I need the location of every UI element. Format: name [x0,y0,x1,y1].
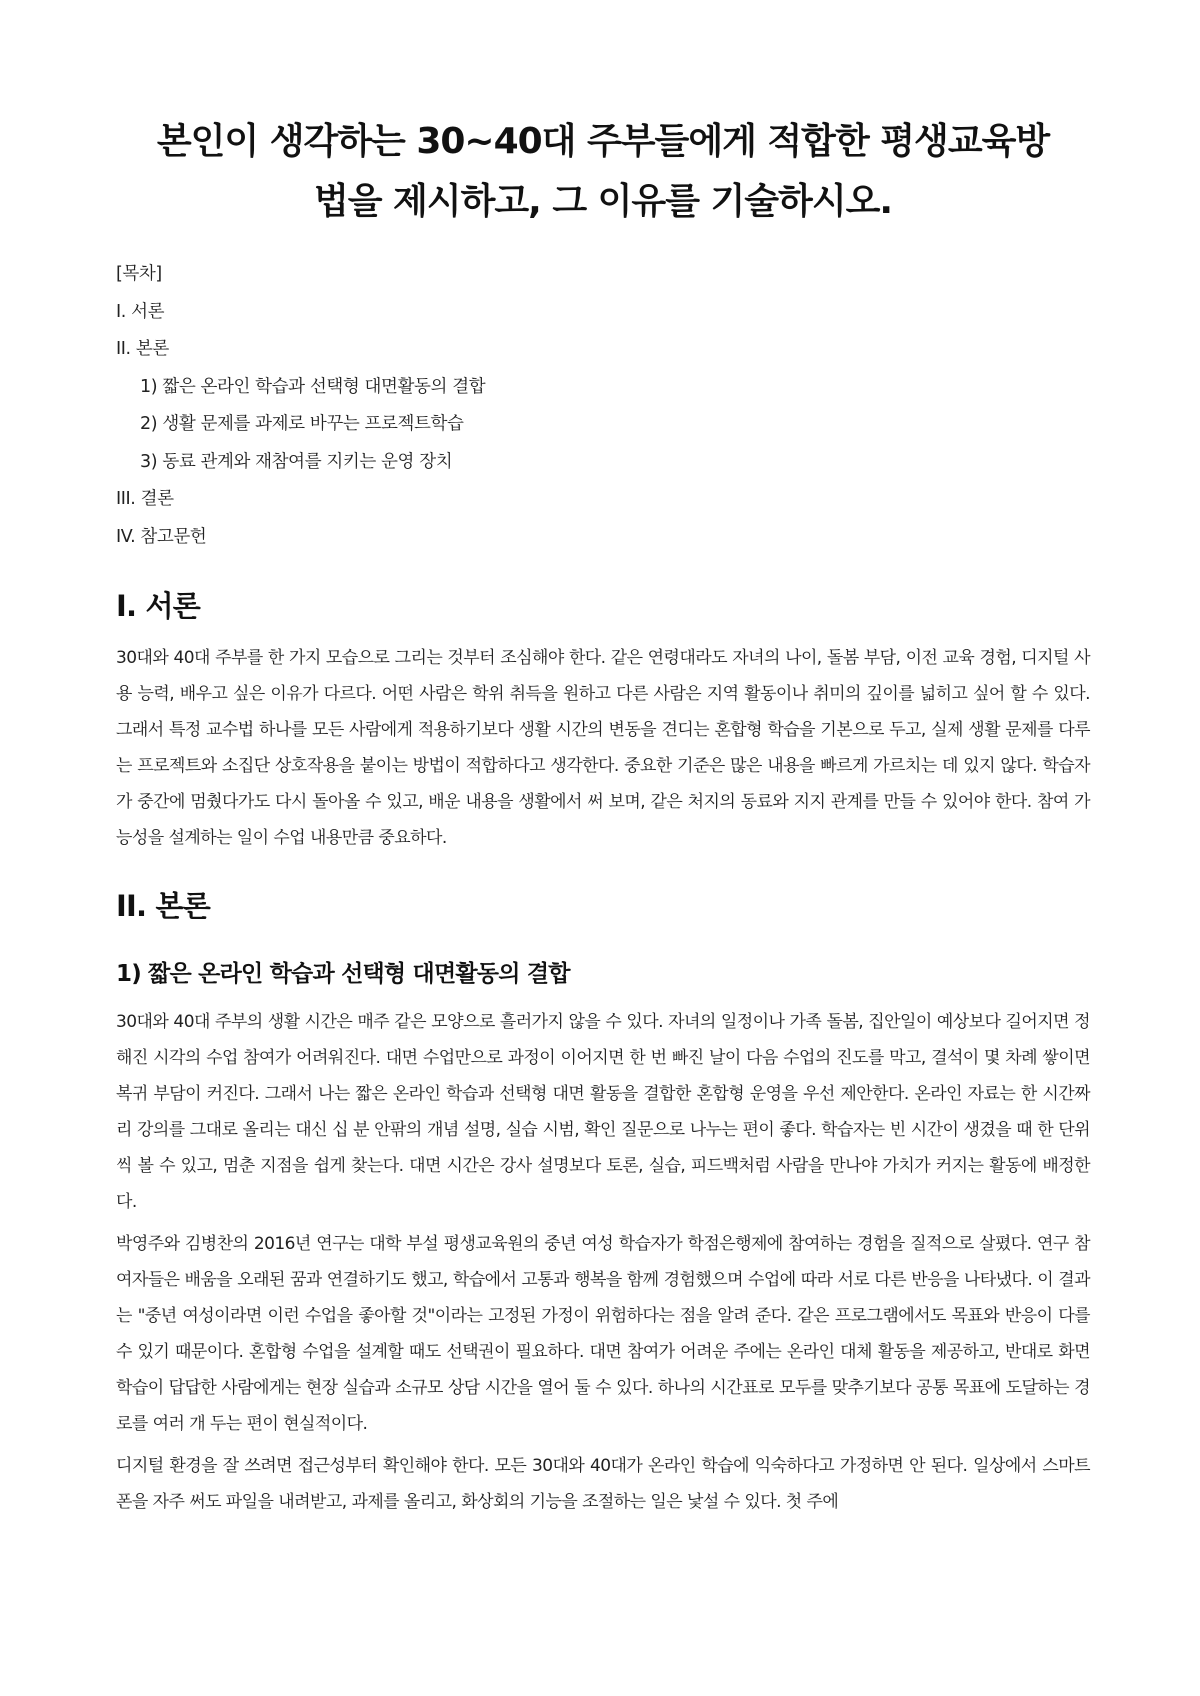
toc-subitem: 3) 동료 관계와 재참여를 지키는 운영 장치 [140,451,453,472]
toc-item: III. 결론 [116,489,174,509]
paragraph: 30대와 40대 주부의 생활 시간은 매주 같은 모양으로 흘러가지 않을 수 있다. 자녀의 일정이나 가족 돌봄, 집안일이 예상보다 길어지면 정해진 시각의 수업 참여가 어려워진다. 대면 수업만으로 과정이 이어지면 한 번 빠진 날이 다음 수업의 진도를 막고, 결석이 몇 차례 쌓이면 복귀 부담이 커진다. 그래서 나는 짧은 온라인 학습과 선택형 대면 활동을 결합한 혼합형 운영을 우선 제안한다. 온라인 자료는 한 시간짜리 강의를 그대로 올리는 대신 십 분 안팎의 개념 설명, 실습 시범, 확인 질문으로 나누는 편이 좋다. 학습자는 빈 시간이 생겼을 때 한 단위씩 볼 수 있고, 멈춘 지점을 쉽게 찾는다. 대면 시간은 강사 설명보다 토론, 실습, 피드백처럼 사람을 만나야 가치가 커지는 활동에 배정한다. [116,1012,1090,1212]
subsection-1 [116,954,1090,1520]
toc-item: II. 본론 [116,339,169,359]
intro-heading: I. 서론 [116,589,200,623]
intro-section [116,584,1090,856]
toc-subitem: 2) 생활 문제를 과제로 바꾸는 프로젝트학습 [140,414,464,434]
paragraph: 30대와 40대 주부를 한 가지 모습으로 그리는 것부터 조심해야 한다. 같은 연령대라도 자녀의 나이, 돌봄 부담, 이전 교육 경험, 디지털 사용 능력, 배우고 싶은 이유가 다르다. 어떤 사람은 학위 취득을 원하고 다른 사람은 지역 활동이나 취미의 깊이를 넓히고 싶어 할 수 있다. 그래서 특정 교수법 하나를 모든 사람에게 적용하기보다 생활 시간의 변동을 견디는 혼합형 학습을 기본으로 두고, 실제 생활 문제를 다루는 프로젝트와 소집단 상호작용을 붙이는 방법이 적합하다고 생각한다. 중요한 기준은 많은 내용을 빠르게 가르치는 데 있지 않다. 학습자가 중간에 멈췄다가도 다시 돌아올 수 있고, 배운 내용을 생활에서 써 보며, 같은 처지의 동료와 지지 관계를 만들 수 있어야 한다. 참여 가능성을 설계하는 일이 수업 내용만큼 중요하다. [116,648,1090,848]
toc-heading: [목차] [116,264,162,284]
paragraph: 박영주와 김병찬의 2016년 연구는 대학 부설 평생교육원의 중년 여성 학습자가 학점은행제에 참여하는 경험을 질적으로 살폈다. 연구 참여자들은 배움을 오래된 꿈과 연결하기도 했고, 학습에서 고통과 행복을 함께 경험했으며 수업에 따라 서로 다른 반응을 나타냈다. 이 결과는 "중년 여성이라면 이런 수업을 좋아할 것"이라는 고정된 가정이 위험하다는 점을 알려 준다. 같은 프로그램에서도 목표와 반응이 다를 수 있기 때문이다. 혼합형 수업을 설계할 때도 선택권이 필요하다. 대면 참여가 어려운 주에는 온라인 대체 활동을 제공하고, 반대로 화면 학습이 답답한 사람에게는 현장 실습과 소규모 상담 시간을 열어 둘 수 있다. 하나의 시간표로 모두를 맞추기보다 공통 목표에 도달하는 경로를 여러 개 두는 편이 현실적이다. [116,1234,1090,1434]
toc-subitem: 1) 짧은 온라인 학습과 선택형 대면활동의 결합 [140,376,486,397]
subsection-heading: 1) 짧은 온라인 학습과 선택형 대면활동의 결합 [116,961,570,987]
body-section [116,884,1090,1520]
document-title: 본인이 생각하는 30~40대 주부들에게 적합한 평생교육방법을 제시하고, 그 이유를 기술하시오. [156,121,1050,222]
paragraph: 디지털 환경을 잘 쓰려면 접근성부터 확인해야 한다. 모든 30대와 40대가 온라인 학습에 익숙하다고 가정하면 안 된다. 일상에서 스마트폰을 자주 써도 파일을 내려받고, 과제를 올리고, 화상회의 기능을 조절하는 일은 낯설 수 있다. 첫 주에 [116,1456,1090,1512]
toc-item: IV. 참고문헌 [116,526,207,547]
toc-item: I. 서론 [116,301,165,322]
table-of-contents [116,256,1090,556]
body-heading: II. 본론 [116,889,210,923]
